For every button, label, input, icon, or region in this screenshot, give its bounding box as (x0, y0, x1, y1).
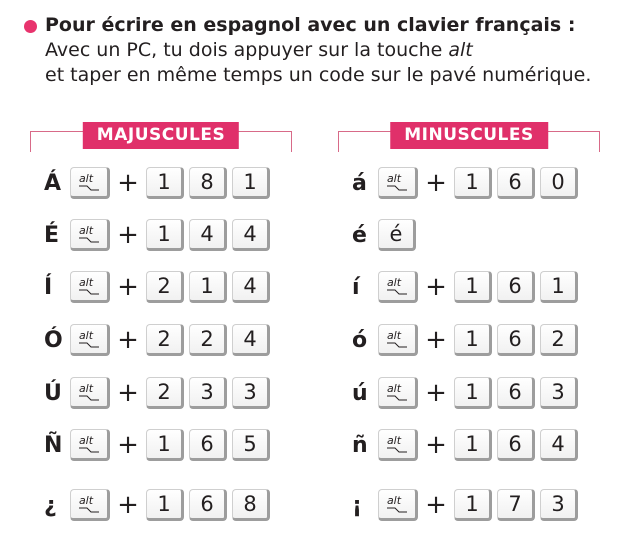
numpad-key[interactable]: 2 (146, 324, 184, 356)
alt-key[interactable] (378, 377, 418, 409)
alt-glyph-icon (78, 341, 100, 348)
letter-char: Á (44, 170, 62, 196)
plus-sign: + (117, 168, 139, 198)
majuscules-label: MAJUSCULES (83, 122, 239, 149)
alt-key[interactable] (378, 429, 418, 461)
alt-key[interactable] (70, 324, 110, 356)
majuscules-header (30, 122, 292, 154)
letter-char: ó (352, 327, 368, 353)
numpad-key[interactable]: 2 (146, 271, 184, 303)
numpad-key[interactable]: 1 (189, 271, 227, 303)
plus-sign: + (425, 430, 447, 460)
letter-row (30, 270, 275, 304)
letter-row (338, 218, 421, 252)
numpad-key[interactable]: 1 (232, 167, 270, 199)
intro-block (24, 12, 624, 88)
alt-key-label: alt (78, 224, 94, 237)
letter-row (30, 488, 275, 522)
alt-glyph-icon (386, 288, 408, 295)
alt-key-label: alt (78, 494, 94, 507)
plus-sign: + (117, 325, 139, 355)
letter-key[interactable]: é (378, 219, 416, 251)
alt-key[interactable] (378, 324, 418, 356)
letter-row (30, 323, 275, 357)
letter-char: Í (44, 274, 53, 300)
numpad-key[interactable]: 3 (189, 377, 227, 409)
alt-glyph-icon (78, 506, 100, 513)
numpad-key[interactable]: 4 (232, 219, 270, 251)
alt-glyph-icon (386, 446, 408, 453)
alt-key[interactable] (70, 219, 110, 251)
alt-glyph-icon (78, 236, 100, 243)
letter-row (338, 428, 583, 462)
intro-line-1-text: Avec un PC, tu dois appuyer sur la touche (45, 39, 449, 61)
numpad-key[interactable]: 3 (540, 377, 578, 409)
alt-key-label: alt (78, 434, 94, 447)
plus-sign: + (425, 168, 447, 198)
letter-char: ¡ (352, 492, 363, 518)
plus-sign: + (117, 490, 139, 520)
plus-sign: + (117, 430, 139, 460)
minuscules-label: MINUSCULES (390, 122, 548, 149)
numpad-key[interactable]: 6 (497, 429, 535, 461)
alt-key[interactable] (70, 167, 110, 199)
bullet-icon (24, 20, 37, 33)
numpad-key[interactable]: 8 (189, 167, 227, 199)
numpad-key[interactable]: 3 (232, 377, 270, 409)
numpad-key[interactable]: 6 (189, 429, 227, 461)
numpad-key[interactable]: 6 (497, 271, 535, 303)
intro-title: Pour écrire en espagnol avec un clavier français : (45, 14, 576, 36)
letter-row (338, 270, 583, 304)
letter-row (338, 376, 583, 410)
letter-char: Ó (44, 327, 63, 353)
minuscules-header (338, 122, 600, 154)
numpad-key[interactable]: 6 (189, 489, 227, 521)
alt-key[interactable] (70, 489, 110, 521)
numpad-key[interactable]: 4 (540, 429, 578, 461)
numpad-key[interactable]: 1 (454, 377, 492, 409)
plus-sign: + (425, 325, 447, 355)
letter-char: Ñ (44, 432, 63, 458)
numpad-key[interactable]: 4 (189, 219, 227, 251)
letter-char: Ú (44, 380, 62, 406)
numpad-key[interactable]: 8 (232, 489, 270, 521)
numpad-key[interactable]: 1 (454, 271, 492, 303)
alt-key-label: alt (78, 172, 94, 185)
alt-key[interactable] (378, 167, 418, 199)
numpad-key[interactable]: 1 (146, 489, 184, 521)
letter-char: í (352, 274, 360, 300)
plus-sign: + (117, 272, 139, 302)
letter-row (338, 323, 583, 357)
alt-key-label: alt (78, 329, 94, 342)
numpad-key[interactable]: 1 (146, 429, 184, 461)
alt-glyph-icon (386, 341, 408, 348)
numpad-key[interactable]: 4 (232, 271, 270, 303)
alt-glyph-icon (78, 288, 100, 295)
alt-key[interactable] (70, 271, 110, 303)
numpad-key[interactable]: 3 (540, 489, 578, 521)
numpad-key[interactable]: 1 (454, 429, 492, 461)
alt-glyph-icon (78, 446, 100, 453)
alt-glyph-icon (78, 394, 100, 401)
letter-row (338, 488, 583, 522)
letter-char: É (44, 222, 60, 248)
intro-line-2: et taper en même temps un code sur le pavé numérique. (45, 64, 592, 86)
plus-sign: + (425, 378, 447, 408)
numpad-key[interactable]: 1 (146, 167, 184, 199)
numpad-key[interactable]: 5 (232, 429, 270, 461)
alt-key[interactable] (378, 489, 418, 521)
numpad-key[interactable]: 1 (146, 219, 184, 251)
numpad-key[interactable]: 6 (497, 377, 535, 409)
alt-key-label: alt (78, 276, 94, 289)
intro-line-1 (45, 38, 624, 63)
alt-glyph-icon (78, 184, 100, 191)
letter-char: ú (352, 380, 368, 406)
alt-key-label: alt (386, 172, 402, 185)
alt-key-label: alt (386, 434, 402, 447)
alt-key[interactable] (378, 271, 418, 303)
minuscules-section (338, 122, 600, 520)
letter-row (30, 166, 275, 200)
letter-row (30, 428, 275, 462)
numpad-key[interactable]: 1 (454, 324, 492, 356)
alt-glyph-icon (386, 394, 408, 401)
alt-key-label: alt (386, 382, 402, 395)
numpad-key[interactable]: 4 (232, 324, 270, 356)
letter-char: é (352, 222, 367, 248)
intro-alt-word: alt (448, 39, 473, 61)
letter-row (338, 166, 583, 200)
letter-row (30, 218, 275, 252)
plus-sign: + (117, 220, 139, 250)
numpad-key[interactable]: 2 (146, 377, 184, 409)
numpad-key[interactable]: 7 (497, 489, 535, 521)
majuscules-section (30, 122, 292, 520)
numpad-key[interactable]: 0 (540, 167, 578, 199)
plus-sign: + (117, 378, 139, 408)
alt-key-label: alt (386, 494, 402, 507)
alt-glyph-icon (386, 184, 408, 191)
numpad-key[interactable]: 1 (540, 271, 578, 303)
letter-row (30, 376, 275, 410)
letter-char: á (352, 170, 367, 196)
alt-key[interactable] (70, 429, 110, 461)
numpad-key[interactable]: 1 (454, 167, 492, 199)
numpad-key[interactable]: 6 (497, 324, 535, 356)
numpad-key[interactable]: 6 (497, 167, 535, 199)
alt-key-label: alt (386, 276, 402, 289)
plus-sign: + (425, 490, 447, 520)
numpad-key[interactable]: 2 (540, 324, 578, 356)
alt-key[interactable] (70, 377, 110, 409)
plus-sign: + (425, 272, 447, 302)
letter-char: ¿ (44, 492, 57, 518)
alt-key-label: alt (78, 382, 94, 395)
numpad-key[interactable]: 2 (189, 324, 227, 356)
alt-key-label: alt (386, 329, 402, 342)
alt-glyph-icon (386, 506, 408, 513)
letter-char: ñ (352, 432, 368, 458)
numpad-key[interactable]: 1 (454, 489, 492, 521)
